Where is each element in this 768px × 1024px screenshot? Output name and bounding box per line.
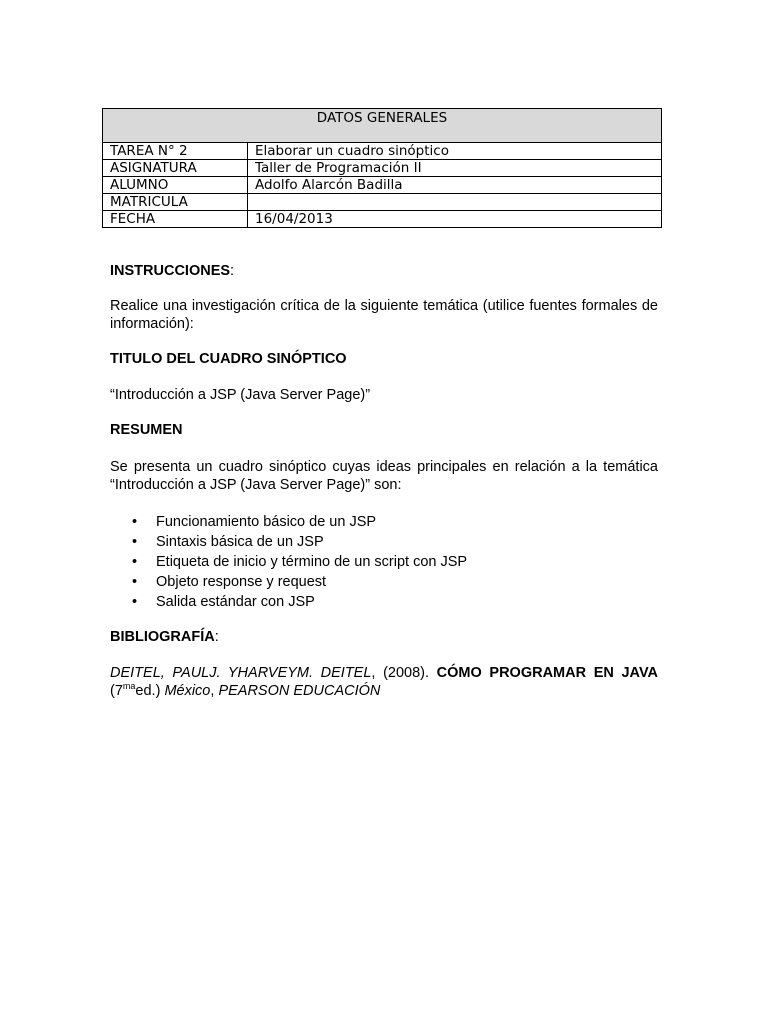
bullet-icon: • [132,514,138,530]
list-item: • Sintaxis básica de un JSP [132,534,324,550]
row-label-tarea: TAREA N° 2 [103,143,248,160]
reference-book-title: CÓMO PROGRAMAR EN JAVA [436,665,659,681]
row-label-fecha: FECHA [103,211,248,228]
instrucciones-heading: INSTRUCCIONES: [110,263,235,279]
bibliografia-heading: BIBLIOGRAFÍA: [110,629,219,645]
reference-authors: DEITEL, PAULJ. YHARVEYM. DEITEL [110,665,372,681]
titulo-text: “Introducción a JSP (Java Server Page)” [110,387,371,403]
bullet-icon: • [132,574,138,590]
list-item: • Etiqueta de inicio y término de un script con JSP [132,554,468,570]
bibliografia-reference: DEITEL, PAULJ. YHARVEYM. DEITEL, (2008). CÓMO PROGRAMAR EN JAVA $(7^{ma}ed.)$ México, PEARSON EDUCACIÓN [110,665,659,699]
row-value-alumno: Adolfo Alarcón Badilla [248,177,662,194]
reference-place: México [164,683,211,699]
resumen-heading: RESUMEN [110,422,183,438]
list-item: • Objeto response y request [132,574,327,590]
instrucciones-text: Realice una investigación crítica de la siguiente temática (utilice fuentes formales de información): [110,298,658,332]
resumen-bullet-list [110,513,467,613]
bullet-icon: • [132,534,138,550]
list-item: • Funcionamiento básico de un JSP [132,514,377,530]
table-row [103,143,662,160]
row-value-fecha: 16/04/2013 [248,211,662,228]
titulo-heading: TITULO DEL CUADRO SINÓPTICO [110,351,347,367]
row-label-matricula: MATRICULA [103,194,248,211]
datos-generales-title: DATOS GENERALES [103,109,662,143]
row-value-asignatura: Taller de Programación II [248,160,662,177]
bullet-icon: • [132,594,138,610]
resumen-text: Se presenta un cuadro sinóptico cuyas ideas principales en relación a la temática “Introducción a JSP (Java Server Page)” son: [110,459,658,493]
row-value-tarea: Elaborar un cuadro sinóptico [248,143,662,160]
table-row [103,194,662,211]
row-label-asignatura: ASIGNATURA [103,160,248,177]
list-item: • Salida estándar con JSP [132,594,315,610]
row-label-alumno: ALUMNO [103,177,248,194]
bullet-icon: • [132,554,138,570]
row-value-matricula [248,194,662,211]
table-row [103,160,662,177]
table-row [103,211,662,228]
table-row [103,177,662,194]
datos-generales-table [102,108,662,228]
reference-publisher: PEARSON EDUCACIÓN [218,683,381,699]
